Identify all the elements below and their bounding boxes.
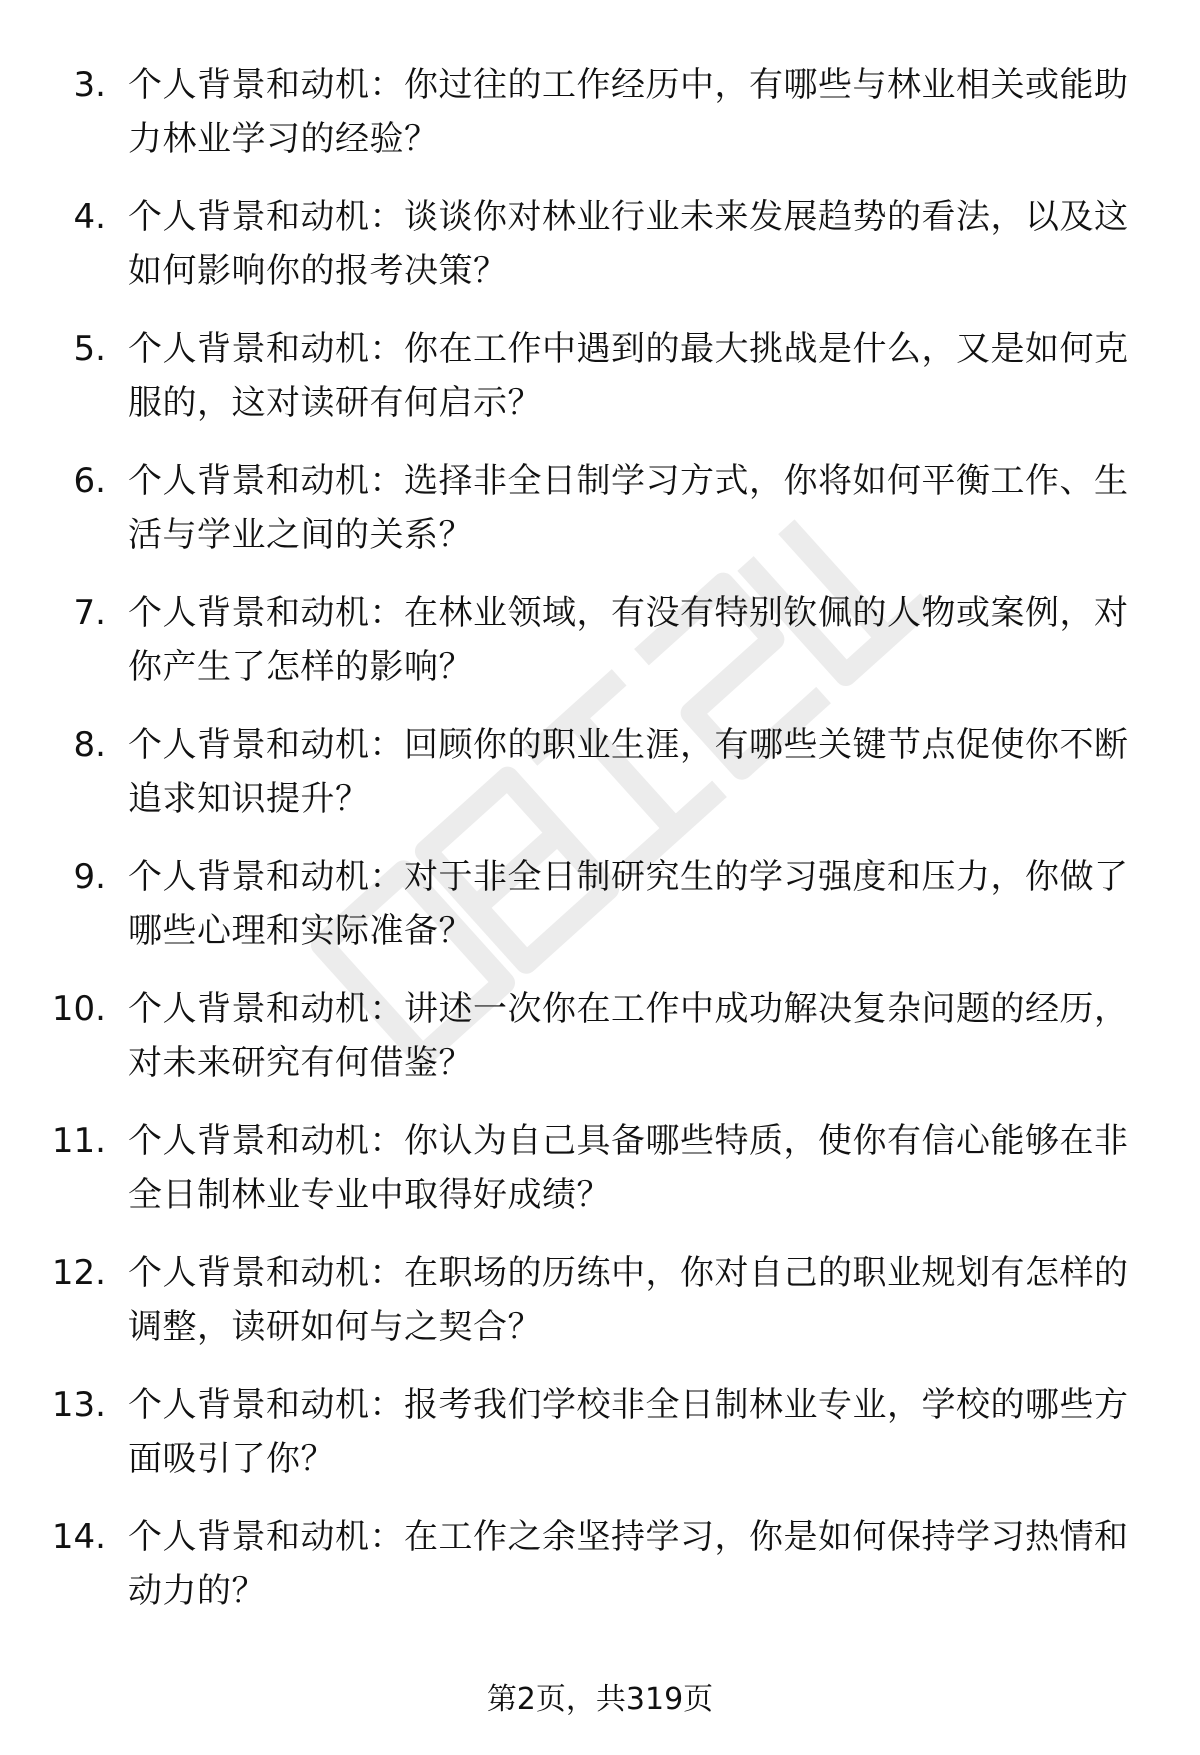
page-number-footer: 第2页，共319页 [486, 1682, 714, 1717]
list-item [0, 190, 1200, 322]
item-number: 4. [73, 197, 106, 237]
item-number: 3. [73, 65, 106, 105]
question-list [0, 58, 1200, 1642]
item-text: 个人背景和动机：讲述一次你在工作中成功解决复杂问题的经历，对未来研究有何借鉴？ [128, 989, 1129, 1083]
list-item [0, 850, 1200, 982]
item-text: 个人背景和动机：在林业领域，有没有特别钦佩的人物或案例，对你产生了怎样的影响？ [128, 593, 1129, 687]
item-number: 14. [51, 1517, 106, 1557]
item-text: 个人背景和动机：在工作之余坚持学习，你是如何保持学习热情和动力的？ [128, 1517, 1129, 1611]
item-number: 11. [51, 1121, 106, 1161]
list-item [0, 586, 1200, 718]
list-item [0, 1378, 1200, 1510]
item-text: 个人背景和动机：报考我们学校非全日制林业专业，学校的哪些方面吸引了你？ [128, 1385, 1129, 1479]
list-item [0, 58, 1200, 190]
item-text: 个人背景和动机：你过往的工作经历中，有哪些与林业相关或能助力林业学习的经验？ [128, 65, 1129, 159]
list-item [0, 322, 1200, 454]
item-text: 个人背景和动机：回顾你的职业生涯，有哪些关键节点促使你不断追求知识提升？ [128, 725, 1129, 819]
item-number: 5. [73, 329, 106, 369]
item-text: 个人背景和动机：你在工作中遇到的最大挑战是什么，又是如何克服的，这对读研有何启示？ [128, 329, 1129, 423]
item-number: 8. [73, 725, 106, 765]
list-item [0, 454, 1200, 586]
item-text: 个人背景和动机：选择非全日制学习方式，你将如何平衡工作、生活与学业之间的关系？ [128, 461, 1129, 555]
item-text: 个人背景和动机：谈谈你对林业行业未来发展趋势的看法，以及这如何影响你的报考决策？ [128, 197, 1129, 291]
list-item [0, 1510, 1200, 1642]
item-text: 个人背景和动机：你认为自己具备哪些特质，使你有信心能够在非全日制林业专业中取得好成绩？ [128, 1121, 1129, 1215]
item-text: 个人背景和动机：在职场的历练中，你对自己的职业规划有怎样的调整，读研如何与之契合？ [128, 1253, 1129, 1347]
item-number: 7. [73, 593, 106, 633]
item-number: 13. [51, 1385, 106, 1425]
item-text: 个人背景和动机：对于非全日制研究生的学习强度和压力，你做了哪些心理和实际准备？ [128, 857, 1129, 951]
item-number: 10. [51, 989, 106, 1029]
list-item [0, 718, 1200, 850]
item-number: 9. [73, 857, 106, 897]
list-item [0, 982, 1200, 1114]
list-item [0, 1114, 1200, 1246]
item-number: 6. [73, 461, 106, 501]
list-item [0, 1246, 1200, 1378]
item-number: 12. [51, 1253, 106, 1293]
